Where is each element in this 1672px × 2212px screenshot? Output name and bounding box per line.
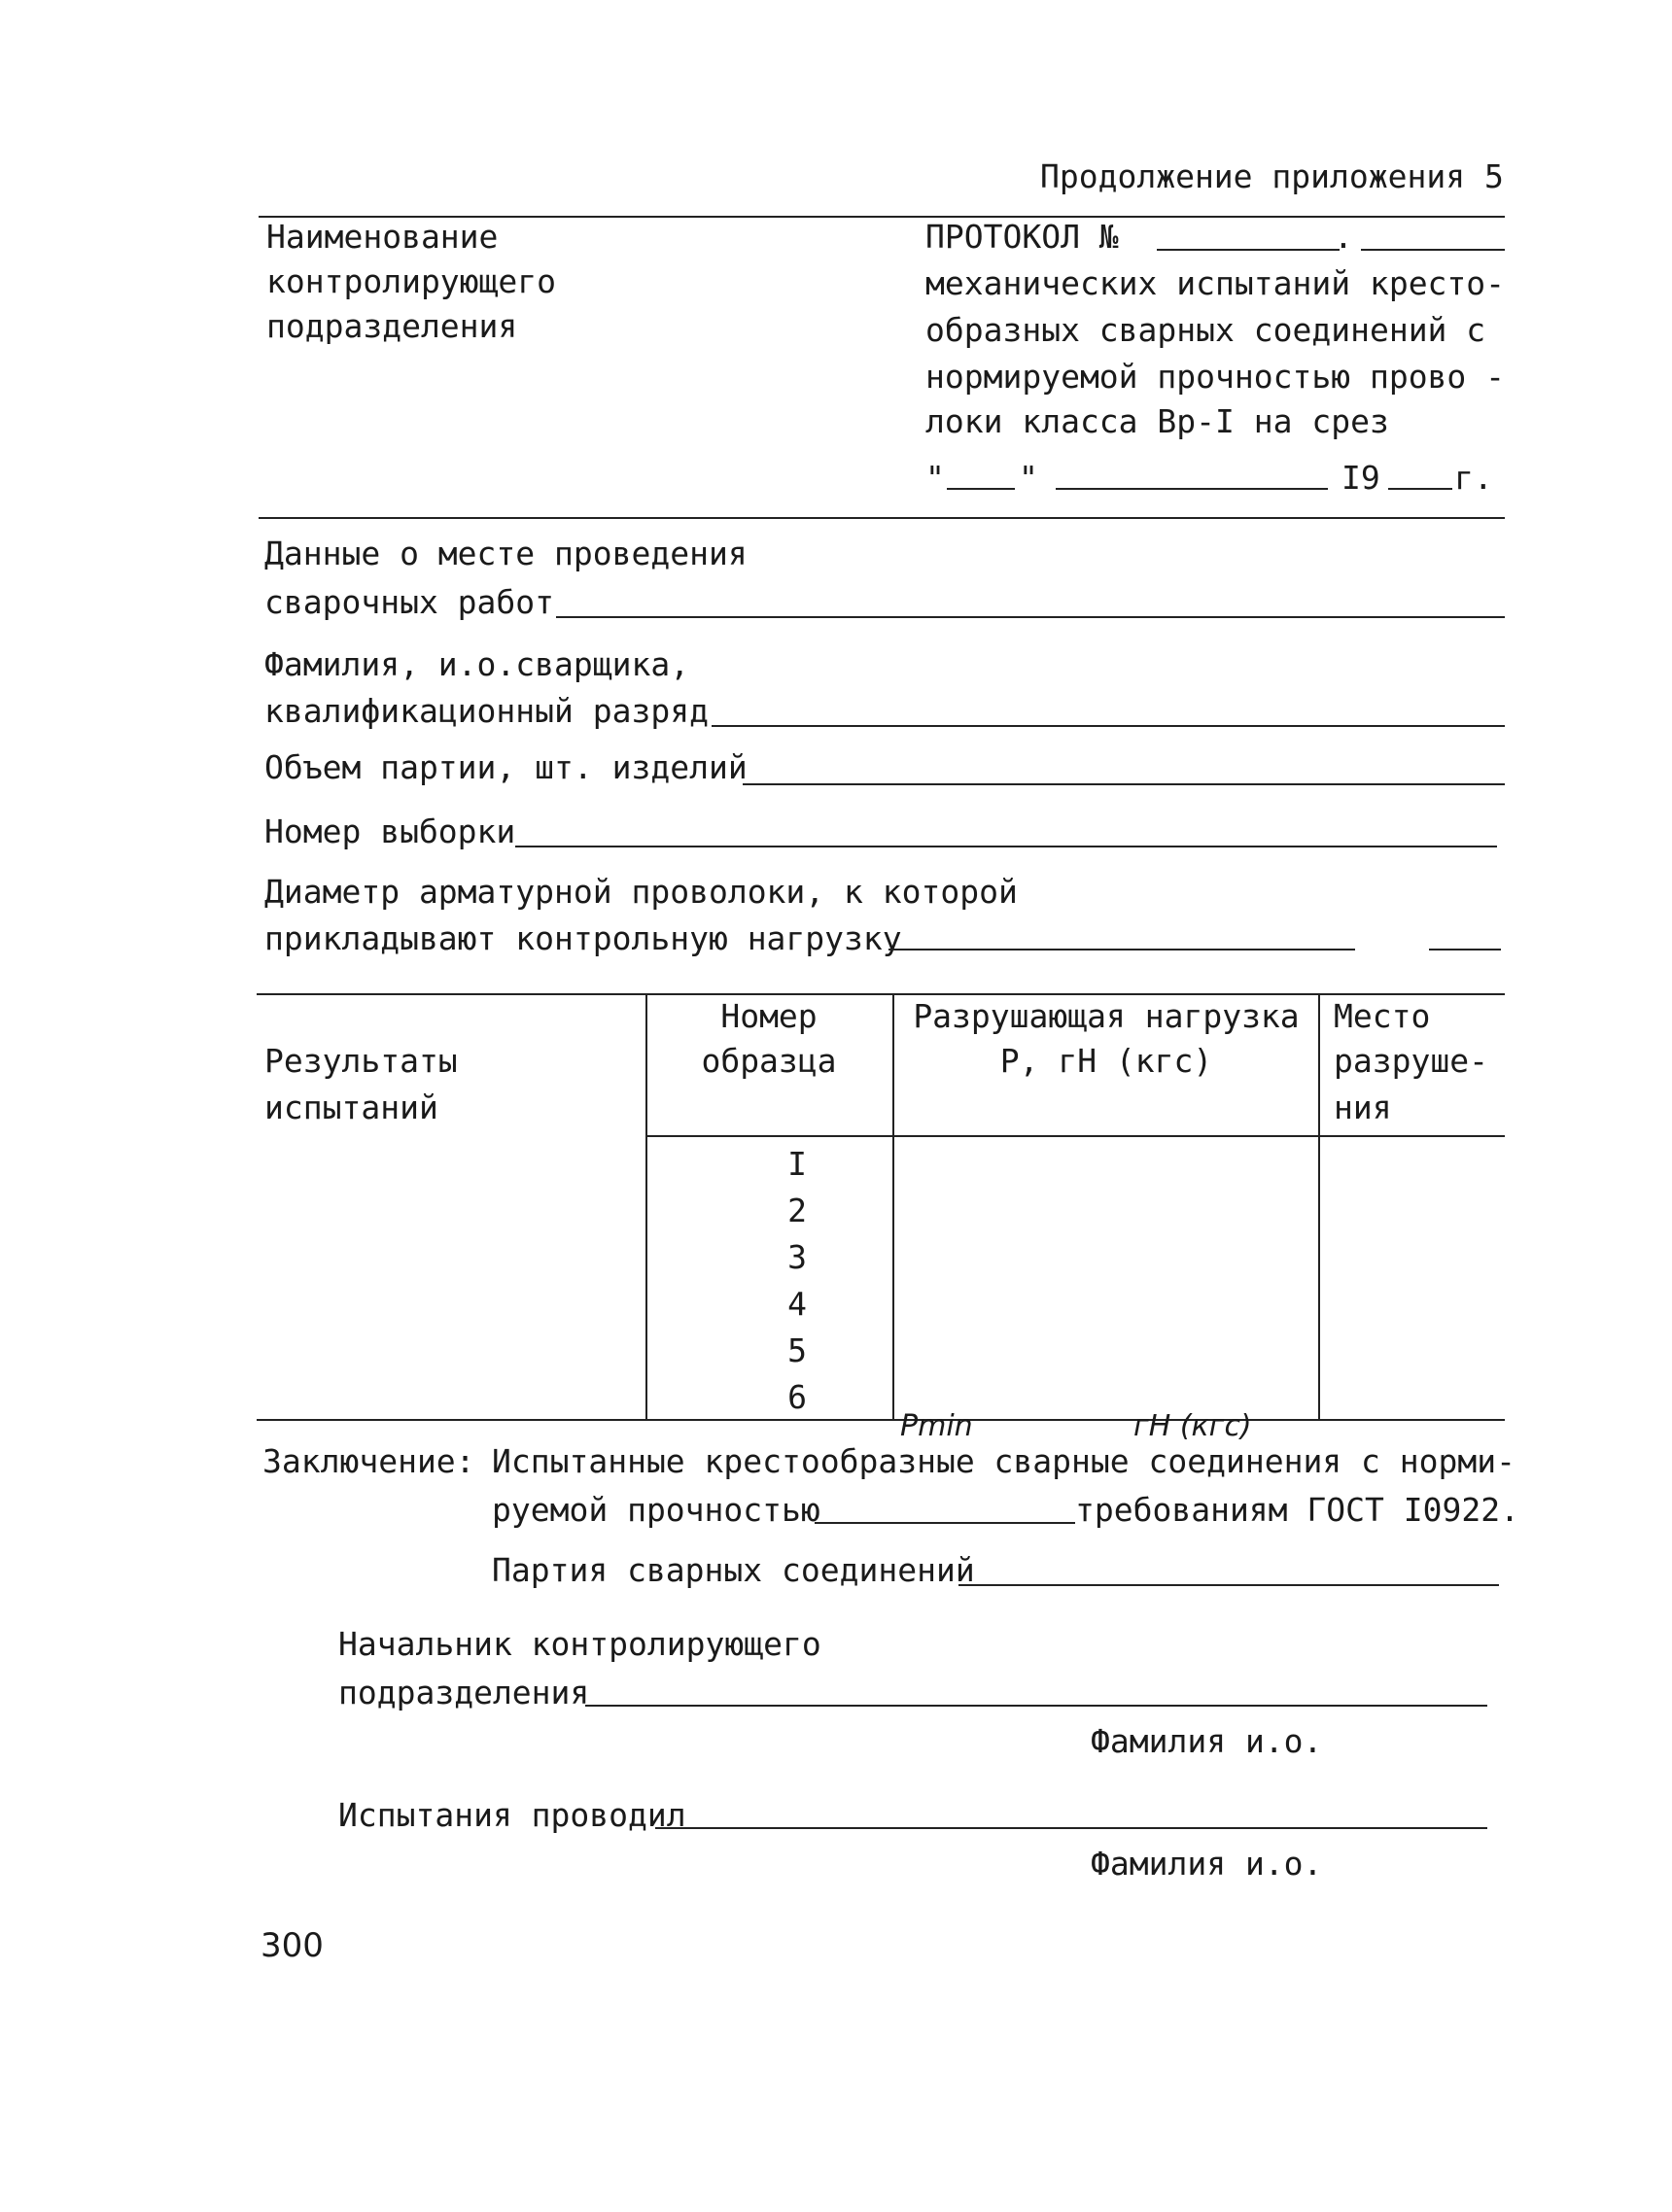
- sample-row-4: 4: [787, 1285, 807, 1323]
- diameter-field-tail[interactable]: [1429, 949, 1501, 950]
- site-label-line-2: сварочных работ: [264, 583, 555, 621]
- protocol-desc-line-2: образных сварных соединений с: [925, 311, 1486, 349]
- date-year-suffix: г.: [1454, 459, 1493, 497]
- table-header-rule: [645, 1135, 1505, 1137]
- tester-caption: Фамилия и.о.: [1091, 1845, 1323, 1883]
- date-year-field[interactable]: [1388, 488, 1452, 490]
- col-sample-header-line-1: Номер: [720, 997, 818, 1035]
- continuation-title: Продолжение приложения 5: [1040, 157, 1504, 195]
- date-quote-open: ": [925, 459, 945, 497]
- date-quote-close: ": [1019, 459, 1038, 497]
- protocol-number-field[interactable]: [1157, 249, 1340, 251]
- diameter-label-line-2: прикладывают контрольную нагрузку: [264, 919, 902, 957]
- site-field[interactable]: [556, 616, 1505, 618]
- protocol-label: ПРОТОКОЛ №: [925, 218, 1119, 256]
- col-load-header-line-1: Разрушающая нагрузка: [913, 997, 1300, 1035]
- sample-number-label: Номер выборки: [264, 812, 516, 850]
- date-month-field[interactable]: [1056, 488, 1328, 490]
- conclusion-line-1: Испытанные крестообразные сварные соединения с норми-: [492, 1442, 1515, 1480]
- table-col-divider-3: [1318, 993, 1320, 1419]
- strength-compliance-field[interactable]: [815, 1522, 1075, 1524]
- conclusion-line-2-suffix: требованиям ГОСТ I0922.: [1075, 1491, 1519, 1529]
- table-bottom-rule: [257, 1419, 1505, 1421]
- col-place-header-line-3: ния: [1334, 1089, 1392, 1126]
- protocol-dot: .: [1334, 218, 1353, 256]
- sample-row-5: 5: [787, 1331, 807, 1369]
- sample-number-field[interactable]: [515, 846, 1497, 847]
- conclusion-line-2-prefix: руемой прочностью: [492, 1491, 820, 1529]
- sample-row-2: 2: [787, 1192, 807, 1229]
- header-bottom-rule: [259, 517, 1505, 519]
- conclusion-label: Заключение:: [262, 1442, 475, 1480]
- sample-row-6: 6: [787, 1378, 807, 1416]
- batch-label: Партия сварных соединений: [492, 1551, 975, 1589]
- welder-label-line-1: Фамилия, и.о.сварщика,: [264, 645, 690, 683]
- chief-label-line-1: Начальник контролирующего: [338, 1625, 821, 1663]
- page-number: 300: [261, 1926, 324, 1965]
- pmin-label: Pmin: [900, 1409, 973, 1443]
- col-place-header-line-1: Место: [1334, 997, 1431, 1035]
- chief-caption: Фамилия и.о.: [1091, 1722, 1323, 1760]
- welder-field[interactable]: [712, 725, 1505, 727]
- diameter-field[interactable]: [888, 949, 1355, 950]
- protocol-desc-line-1: механических испытаний кресто-: [925, 264, 1506, 302]
- date-day-field[interactable]: [947, 488, 1015, 490]
- org-name-line-3: подразделения: [266, 307, 518, 345]
- col-load-header-line-2: Р, гН (кгс): [999, 1042, 1213, 1080]
- col-sample-header-line-2: образца: [701, 1042, 837, 1080]
- batch-volume-label: Объем партии, шт. изделий: [264, 748, 748, 786]
- org-name-line-2: контролирующего: [266, 262, 557, 300]
- org-name-line-1: Наименование: [266, 218, 499, 256]
- sample-row-1: I: [787, 1145, 807, 1183]
- batch-field[interactable]: [958, 1584, 1499, 1586]
- welder-label-line-2: квалификационный разряд: [264, 692, 709, 730]
- site-label-line-1: Данные о месте проведения: [264, 535, 748, 572]
- sample-row-3: 3: [787, 1238, 807, 1276]
- date-year-prefix: I9: [1341, 459, 1380, 497]
- protocol-desc-line-3: нормируемой прочностью прово -: [925, 358, 1506, 396]
- chief-label-line-2: подразделения: [338, 1674, 590, 1711]
- tester-signature-field[interactable]: [655, 1827, 1487, 1829]
- chief-signature-field[interactable]: [585, 1705, 1487, 1707]
- protocol-desc-line-4: локи класса Вр-I на срез: [925, 402, 1389, 440]
- results-label-line-1: Результаты: [264, 1042, 458, 1080]
- pmin-unit: гН (кгс): [1133, 1409, 1252, 1443]
- results-label-line-2: испытаний: [264, 1089, 438, 1126]
- diameter-label-line-1: Диаметр арматурной проволоки, к которой: [264, 873, 1018, 911]
- batch-volume-field[interactable]: [743, 783, 1505, 785]
- protocol-suffix-field[interactable]: [1361, 249, 1505, 251]
- tester-label: Испытания проводил: [338, 1796, 686, 1834]
- col-place-header-line-2: разруше-: [1334, 1042, 1488, 1080]
